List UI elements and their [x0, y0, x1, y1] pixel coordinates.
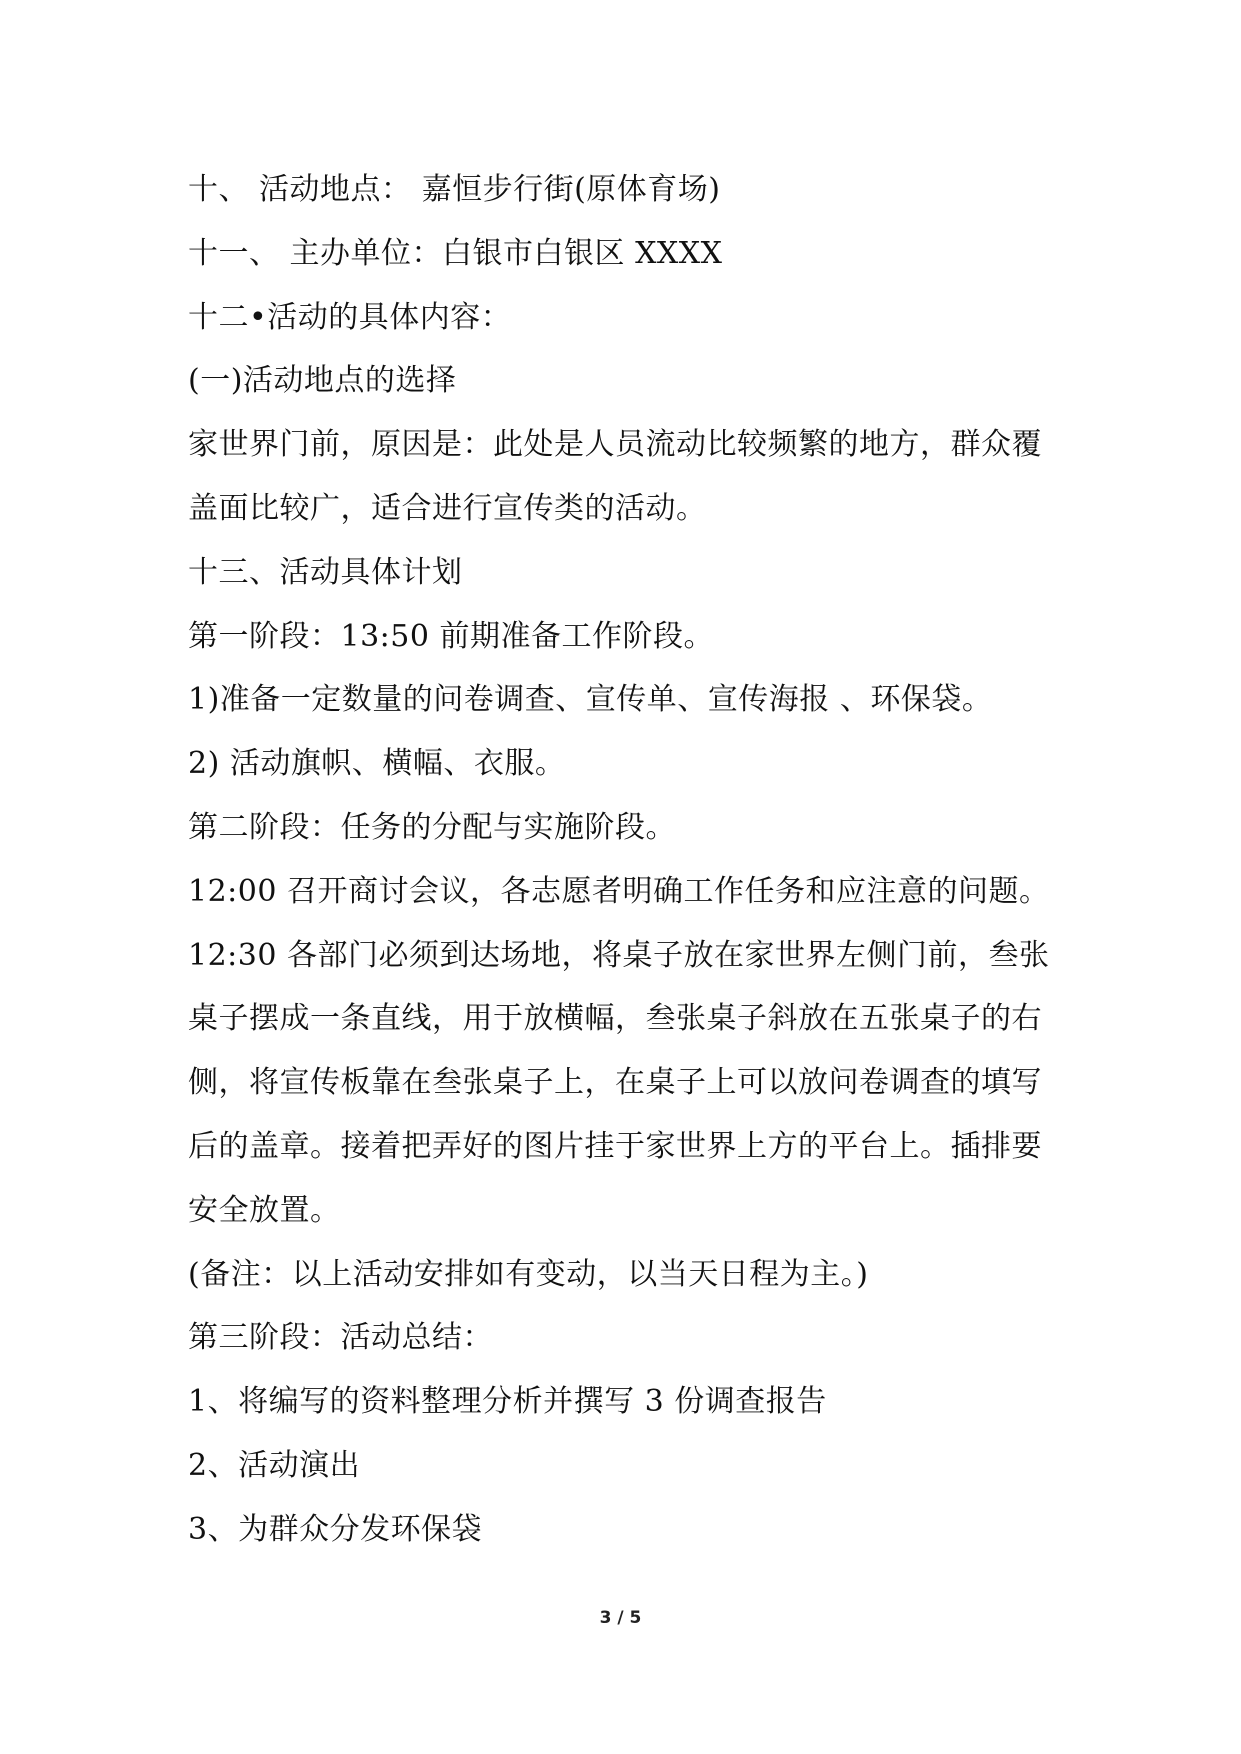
text-line: 安全放置。 — [188, 1192, 341, 1228]
text-line: 12:30 各部门必须到达场地，将桌子放在家世界左侧门前，叁张 — [188, 937, 1050, 973]
document-body — [188, 158, 1088, 1562]
text-line: 十三、活动具体计划 — [188, 554, 463, 590]
text-line: 桌子摆成一条直线，用于放横幅，叁张桌子斜放在五张桌子的右 — [188, 1001, 1042, 1037]
text-line: 第三阶段：活动总结： — [188, 1320, 493, 1356]
text-line: 3、为群众分发环保袋 — [188, 1511, 483, 1547]
text-line: 1)准备一定数量的问卷调查、宣传单、宣传海报 、环保袋。 — [188, 682, 993, 718]
text-line: 侧，将宣传板靠在叁张桌子上，在桌子上可以放问卷调查的填写 — [188, 1065, 1042, 1101]
text-line: 2、活动演出 — [188, 1447, 361, 1483]
page-number: 3 / 5 — [599, 1608, 642, 1628]
text-line: 盖面比较广，适合进行宣传类的活动。 — [188, 490, 707, 526]
text-line: 十一、 主办单位：白银市白银区 XXXX — [188, 235, 723, 271]
text-line: 十二•活动的具体内容： — [188, 299, 512, 335]
text-line: 后的盖章。接着把弄好的图片挂于家世界上方的平台上。插排要 — [188, 1128, 1042, 1164]
text-line: (备注：以上活动安排如有变动，以当天日程为主。) — [188, 1256, 869, 1292]
text-line: 家世界门前，原因是：此处是人员流动比较频繁的地方，群众覆 — [188, 427, 1042, 463]
text-line: 第一阶段：13:50 前期准备工作阶段。 — [188, 618, 714, 654]
text-line: 1、将编写的资料整理分析并撰写 3 份调查报告 — [188, 1384, 827, 1420]
text-line: 第二阶段：任务的分配与实施阶段。 — [188, 809, 676, 845]
text-line: 十、 活动地点： 嘉恒步行街(原体育场) — [188, 172, 721, 207]
text-line: 2) 活动旗帜、横幅、衣服。 — [188, 746, 566, 782]
text-line: (一)活动地点的选择 — [188, 363, 457, 399]
text-line: 12:00 召开商讨会议，各志愿者明确工作任务和应注意的问题。 — [188, 873, 1050, 909]
